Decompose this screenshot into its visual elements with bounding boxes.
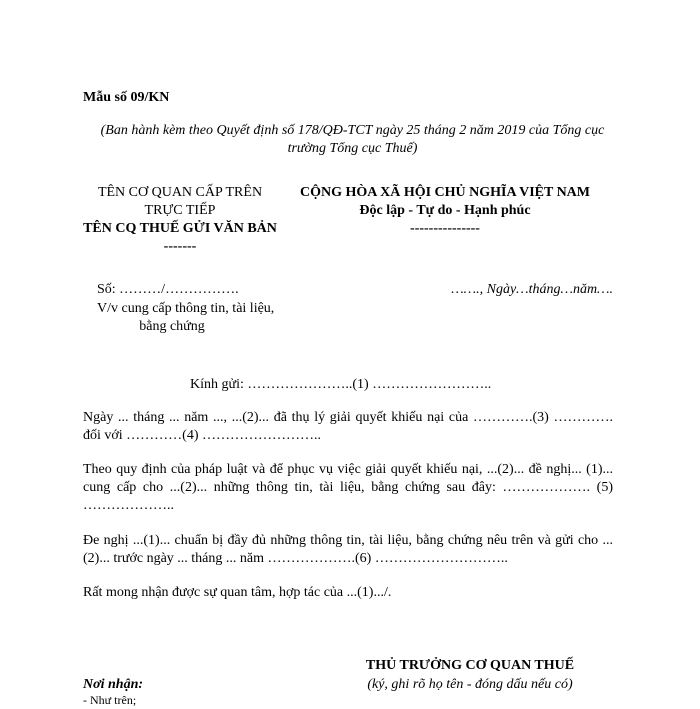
national-motto: Độc lập - Tự do - Hạnh phúc: [359, 203, 531, 218]
form-number: Mẫu số 09/KN: [83, 90, 170, 105]
superior-agency-name: TÊN CƠ QUAN CẤP TRÊN TRỰC TIẾP: [97, 185, 263, 218]
sending-agency-name: TÊN CQ THUẾ GỬI VĂN BẢN: [83, 221, 277, 236]
agency-header: [80, 184, 280, 256]
motto-divider: ---------------: [410, 221, 480, 236]
paragraph-closing: Rất mong nhận được sự quan tâm, hợp tác của ...(1).../.: [83, 585, 392, 600]
recipients-label: Nơi nhận:: [83, 677, 144, 692]
paragraph-preparation: Đe nghị ...(1)... chuẩn bị đầy đủ những thông tin, tài liệu, bằng chứng nêu trên và gửi cho ...(2)... trước ngày ... tháng ... năm ……………….(6) ………………………..: [83, 533, 613, 566]
signature-note: (ký, ghi rõ họ tên - đóng dấu nếu có): [367, 677, 573, 692]
date-line: ……., Ngày…tháng…năm….: [451, 282, 613, 297]
issued-by-note: (Ban hành kèm theo Quyết định số 178/QĐ-TCT ngày 25 tháng 2 năm 2019 của Tổng cục trường Tổng cục Thuế): [100, 123, 605, 156]
paragraph-acceptance: Ngày ... tháng ... năm ..., ...(2)... đã thụ lý giải quyết khiếu nại của ………….(3) …………. đối với …………(4) ……………………..: [83, 410, 613, 443]
document-number: Số: ………/…………….: [97, 282, 239, 297]
signature-title: THỦ TRƯỞNG CƠ QUAN THUẾ: [365, 658, 575, 673]
subject-line: V/v cung cấp thông tin, tài liệu,: [97, 301, 275, 316]
subject-line-continued: bằng chứng: [139, 319, 205, 334]
agency-divider: -------: [163, 239, 197, 254]
national-header: [285, 184, 605, 238]
paragraph-request: Theo quy định của pháp luật và để phục vụ việc giải quyết khiếu nại, ...(2)... đề nghị... (1)... cung cấp cho ...(2)... những thông tin, tài liệu, bằng chứng sau đây: ………………. (5) ………………..: [83, 462, 613, 513]
salutation: Kính gửi: …………………..(1) ……………………..: [190, 377, 492, 392]
country-name: CỘNG HÒA XÃ HỘI CHỦ NGHĨA VIỆT NAM: [299, 185, 590, 200]
recipient-item: - Như trên;: [83, 693, 137, 707]
